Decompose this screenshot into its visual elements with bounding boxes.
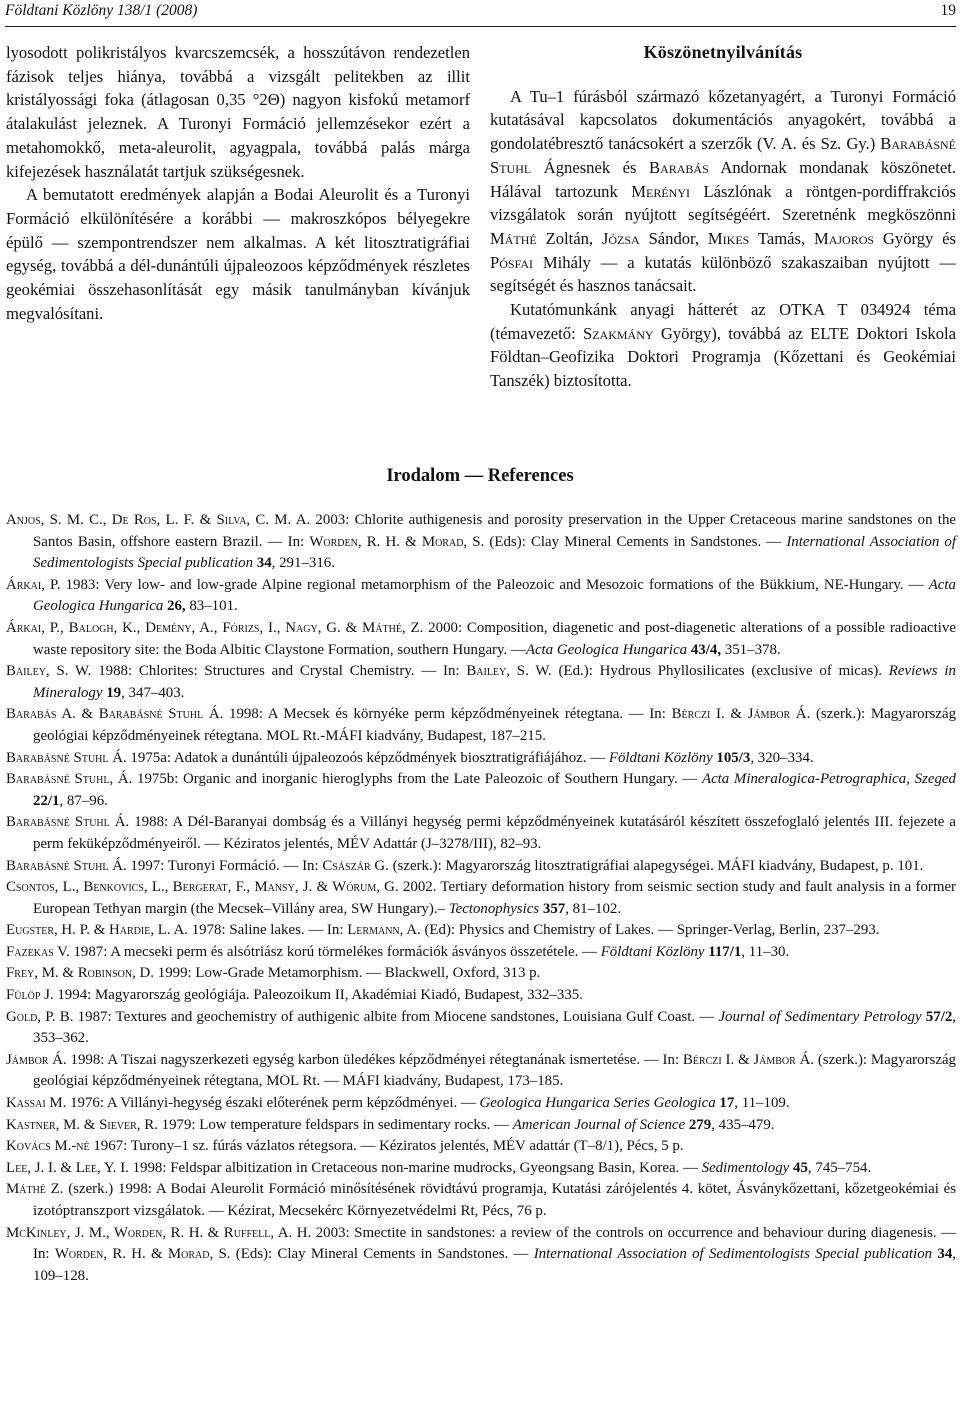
text: Tamás, (749, 228, 814, 248)
reference-authors: Fazekas V. (6, 943, 70, 960)
reference-text: 1979: Low temperature feldspars in sedimentary rocks. — (157, 1116, 513, 1133)
person-name: Mikes (707, 228, 750, 248)
reference-journal: Tectonophysics (448, 900, 540, 917)
person-name: Barabás (649, 157, 709, 177)
text: Kutatómunkánk anyagi hátterét az OTKA T 034924 téma (témavezető: (490, 300, 956, 343)
reference-text: 1975a: Adatok a dunántúli újpaleozoós képződmények biosztratigráfiájához. — (126, 749, 609, 766)
reference-item (6, 1158, 956, 1180)
reference-pages: 83–101. (185, 598, 238, 615)
reference-pages: , 435–479. (711, 1116, 775, 1133)
text: Andornak mondanak köszönetet. Hálával tartozunk (490, 157, 956, 201)
text: György és (874, 228, 956, 248)
left-column (6, 41, 470, 325)
reference-text: 1994: Magyarország geológiája. Paleozoikum II, Akadémiai Kiadó, Budapest, 332–335. (53, 987, 583, 1004)
reference-text: 1987: A mecseki perm és alsótriász korú törmelékes formációk ásványos összetétele. — (69, 943, 601, 960)
acknowledgements-paragraph (490, 85, 956, 298)
reference-editors: Bailey, S. W. (466, 663, 552, 680)
reference-text: (Ed.): Hydrous Phyllosilicates (exclusive of micas). (551, 663, 889, 680)
reference-authors: Fülöp J. (6, 987, 54, 1004)
reference-journal: Acta Geologica Hungarica (33, 576, 956, 615)
running-header (5, 2, 956, 27)
reference-authors: McKinley, J. M., Worden, R. H. & Ruffell, A. H. (6, 1224, 312, 1241)
reference-text: 1997: Turonyi Formáció. — In: (126, 857, 323, 874)
reference-text: 1998: A Tiszai nagyszerkezeti egység karbon üledékes képződményei rétegtanának ismertetése. — In: (66, 1051, 683, 1068)
reference-item (6, 1007, 956, 1050)
reference-pages: , 87–96. (59, 792, 108, 809)
person-name: Merényi (631, 181, 691, 201)
reference-volume: 22/1 (33, 792, 60, 809)
reference-authors: Bailey, S. W. (6, 663, 92, 680)
reference-text: 1999: Low-Grade Metamorphism. — Blackwell, Oxford, 313 p. (154, 965, 541, 982)
reference-pages: , 320–334. (750, 749, 814, 766)
reference-volume: 19 (102, 684, 122, 701)
reference-authors: Lee, J. I. & Lee, Y. I. (6, 1159, 129, 1176)
reference-authors: Barabásné Stuhl Á. (6, 857, 127, 874)
reference-item (6, 812, 956, 855)
reference-editors: Lermann, A. (347, 922, 421, 939)
reference-authors: Barabásné Stuhl Á. (6, 814, 130, 831)
reference-volume: 34 (253, 555, 272, 572)
reference-pages: , 347–403. (121, 684, 185, 701)
references-title: Irodalom — References (386, 466, 574, 486)
reference-authors: Csontos, L., Benkovics, L., Bergerat, F., Mansy, J. & Wórum, G. (6, 879, 399, 896)
reference-text: 1967: Turony–1 sz. fúrás vázlatos rétegsora. — Kéziratos jelentés, MÉV adattár (T–8/1), Pécs, 5 p. (89, 1138, 684, 1155)
reference-journal: Acta Geologica Hungarica (525, 641, 688, 658)
person-name: Pósfai (490, 252, 534, 272)
reference-item (6, 1115, 956, 1137)
reference-volume: 17 (715, 1095, 735, 1112)
reference-journal: Geologica Hungarica Series Geologica (479, 1095, 716, 1112)
reference-authors: Eugster, H. P. & Hardie, L. A. (6, 922, 188, 939)
reference-item (6, 575, 956, 618)
reference-text: 1983: Very low- and low-grade Alpine regional metamorphism of the Paleozoic and Mesozoic formations of the Bükkium, NE-Hungary. — (60, 576, 929, 593)
reference-authors: Anjos, S. M. C., De Ros, L. F. & Silva, C. M. A. (6, 512, 311, 528)
reference-journal: Földtani Közlöny (608, 749, 713, 766)
reference-item (6, 769, 956, 812)
reference-item (6, 1050, 956, 1093)
reference-text: (szerk.): Magyarország geológiai képződményeinek rétegtana. MOL Rt.-MÁFI kiadvány, Budapest, 187–215. (33, 706, 957, 744)
reference-pages: , 81–102. (565, 900, 622, 917)
reference-text: (szerk.): Magyarország litosztratigráfiai alapegységei. MÁFI kiadvány, Budapest, p. 101. (388, 857, 924, 874)
reference-editors: Bérczi I. & Jámbor Á. (682, 1051, 815, 1068)
reference-authors: Árkai, P., Balogh, K., Demény, A., Fórizs, I., Nagy, G. & Máthé, Z. (6, 619, 424, 636)
reference-volume: 279 (685, 1116, 712, 1133)
reference-item (6, 1136, 956, 1158)
reference-editors: Worden, R. H. & Morad, S. (309, 533, 485, 550)
body-paragraph: lyosodott polikristályos kvarcszemcsék, a hosszútávon rendezetlen fázisok teljes hiánya, továbbá a vizsgált pelitekben az illit kristályossági foka (átlagosan 0,35 °2Θ) nagyon kisfokú metamorf átalakulást jeleznek. A Turonyi Formáció jellemzésekor ezért a metahomokkő, meta-aleurolit, agyagpala, továbbá palás márga kifejezések használatát tartjuk szükségesnek. (6, 43, 470, 181)
reference-text: 1978: Saline lakes. — In: (187, 922, 348, 939)
reference-volume: 43/4, (687, 641, 722, 658)
text: Mihály — a kutatás különböző szakaszaiban nyújtott — segítségét és hasznos tanácsait. (490, 252, 956, 296)
reference-editors: Bérczi I. & Jámbor Á. (671, 706, 811, 723)
reference-pages: , 353–362. (33, 1008, 957, 1047)
references-list (6, 510, 956, 1287)
reference-text: (Eds): Clay Mineral Cements in Sandstones. — (230, 1246, 534, 1263)
reference-item (6, 1179, 956, 1222)
reference-pages: , 11–109. (734, 1095, 790, 1112)
reference-text: 1987: Textures and geochemistry of authigenic albite from Miocene sandstones, Louisiana Gulf Coast. — (73, 1008, 719, 1025)
reference-volume: 57/2 (921, 1008, 953, 1025)
reference-text: 1998: Feldspar albitization in Cretaceous non-marine mudrocks, Gyeongsang Basin, Korea. — (128, 1159, 702, 1176)
reference-editors: Császár G. (322, 857, 389, 874)
reference-pages: , 745–754. (807, 1159, 872, 1176)
reference-text: 1975b: Organic and inorganic hieroglyphs from the Late Paleozoic of Southern Hungary. — (132, 771, 702, 788)
text: György), továbbá az ELTE Doktori Iskola Földtan–Geofizika Doktori Programja (Kőzettani és Geokémiai Tanszék) biztosította. (490, 323, 956, 391)
reference-pages: , 109–128. (33, 1246, 957, 1284)
reference-authors: Kovács M.-né (6, 1138, 90, 1155)
reference-item (6, 704, 956, 747)
reference-journal: Reviews in Mineralogy (33, 663, 956, 701)
reference-text: 2003: Chlorite authigenesis and porosity preservation in the Upper Cretaceous marine sandstones on the Santos Basin, offshore eastern Brazil. — In: (33, 512, 956, 550)
reference-text: 1988: Chlorites: Structures and Crystal Chemistry. — In: (91, 663, 467, 680)
text: Lászlónak a röntgen-pordiffrakciós vizsgálatok során nyújtott segítségéért. Szeretnénk megköszönni (490, 181, 956, 225)
reference-authors: Máthé Z. (6, 1181, 64, 1198)
acknowledgements-title: Köszönetnyilvánítás (643, 42, 803, 62)
acknowledgements-paragraph (490, 298, 956, 393)
reference-authors: Barabásné Stuhl Á. (6, 749, 127, 766)
reference-text: 1998: A Mecsek és környéke perm képződményeinek rétegtana. — In: (223, 706, 672, 723)
reference-text: 1988: A Dél-Baranyai dombság és a Villányi hegység permi képződményeinek kutatásáról készített összefoglaló jelentés III. fejezete a perm feküképződményeiről. — Kéziratos jelentés, MÉV Adattár (J–3278/III), 82–93. (33, 814, 956, 852)
reference-volume: 45 (789, 1159, 808, 1176)
person-name: Szakmány (583, 323, 654, 343)
journal-title: Földtani Közlöny 138/1 (2008) (5, 2, 198, 19)
person-name: Máthé (490, 228, 537, 248)
reference-authors: Kassai M. (6, 1095, 67, 1112)
reference-volume: 117/1 (704, 943, 742, 960)
reference-text: 2000: Composition, diagenetic and post-diagenetic alterations of a possible radioactive waste repository site: the Boda Albitic Claystone Formation, southern Hungary. — (33, 619, 956, 658)
reference-text: (Eds): Clay Mineral Cements in Sandstones. — (484, 533, 787, 550)
reference-text: 2003: Smectite in sandstones: a review of the controls on occurrence and behaviour during diagenesis. — In: (33, 1224, 956, 1263)
text: Ágnesnek és (531, 157, 649, 177)
reference-volume: 34 (932, 1246, 953, 1263)
person-name: Majoros (813, 228, 875, 248)
reference-authors: Jámbor Á. (6, 1051, 67, 1068)
reference-pages: 351–378. (721, 641, 781, 658)
reference-journal: International Association of Sedimentologists Special publication (533, 1246, 933, 1263)
reference-item (6, 510, 956, 575)
reference-authors: Barabásné Stuhl, Á. (6, 771, 133, 788)
page-number: 19 (940, 2, 956, 19)
reference-authors: Barabás A. & Barabásné Stuhl Á. (6, 706, 224, 723)
reference-item (6, 963, 956, 985)
reference-journal: American Journal of Science (512, 1116, 686, 1133)
acknowledgements-section (490, 41, 956, 393)
reference-journal: International Association of Sedimentologists Special publication (33, 533, 956, 572)
reference-authors: Frey, M. & Robinson, D. (6, 965, 155, 982)
text: Sándor, (639, 228, 708, 248)
reference-item (6, 942, 956, 964)
reference-editors: Worden, R. H. & Morad, S. (54, 1246, 231, 1263)
reference-volume: 105/3 (712, 749, 751, 766)
reference-volume: 26, (163, 598, 186, 615)
reference-item (6, 661, 956, 704)
reference-text: (szerk.): Magyarország geológiai képződményeinek rétegtana, MOL Rt. — MÁFI kiadvány, Budapest, 173–185. (33, 1051, 957, 1090)
body-paragraph: A bemutatott eredmények alapján a Bodai Aleurolit és a Turonyi Formáció elkülönítésére a korábbi — makroszkópos bélyegekre épülő — szempontrendszer nem alkalmas. A két litosztratigráfiai egység, továbbá a dél-dunántúli újpaleozoos képződmények részletes geokémiai összehasonlítását egy másik tanulmányban kívánjuk megvalósítani. (6, 185, 470, 323)
reference-authors: Gold, P. B. (6, 1008, 74, 1025)
reference-journal: Földtani Közlöny (600, 943, 705, 960)
reference-authors: Árkai, P. (6, 576, 61, 593)
reference-text: 1976: A Villányi-hegység északi előterének perm képződményei. — (66, 1095, 480, 1112)
reference-journal: Sedimentology (701, 1159, 790, 1176)
reference-authors: Kastner, M. & Siever, R. (6, 1116, 158, 1133)
person-name: Barabásné Stuhl (490, 134, 956, 177)
reference-item (6, 1223, 956, 1288)
reference-item (6, 877, 956, 920)
reference-item (6, 1093, 956, 1115)
reference-item (6, 748, 956, 770)
text: Zoltán, (536, 228, 602, 248)
reference-pages: , 291–316. (271, 555, 335, 572)
person-name: Józsa (601, 228, 640, 248)
reference-volume: 357 (539, 900, 566, 917)
reference-journal: Acta Mineralogica-Petrographica, Szeged (701, 771, 956, 788)
reference-item (6, 985, 956, 1007)
reference-item (6, 618, 956, 661)
reference-journal: Journal of Sedimentary Petrology (718, 1008, 922, 1025)
reference-pages: , 11–30. (741, 943, 790, 960)
text: A Tu–1 fúrásból származó kőzetanyagért, a Turonyi Formáció kutatásával kapcsolatos dokumentációs anyagokért, továbbá a gondolatébresztő tanácsokért a szerzők (V. A. és Sz. Gy.) (490, 86, 956, 154)
reference-item (6, 920, 956, 942)
reference-text: (Ed): Physics and Chemistry of Lakes. — Springer-Verlag, Berlin, 237–293. (420, 922, 880, 939)
reference-text: (szerk.) 1998: A Bodai Aleurolit Formáció minősítésének rövidtávú programja, Kutatási zárójelentés 4. kötet, Ásványkőzettani, kőzetgeokémiai és izotóptranszport vizsgálatok. — Kézirat, Mecsekérc Környezetvédelmi Rt, Pécs, 76 p. (33, 1181, 956, 1219)
reference-item (6, 856, 956, 878)
reference-text: 2002. Tertiary deformation history from seismic section study and fault analysis in a former European Tethyan margin (the Mecsek–Villány area, SW Hungary).– (33, 879, 957, 917)
